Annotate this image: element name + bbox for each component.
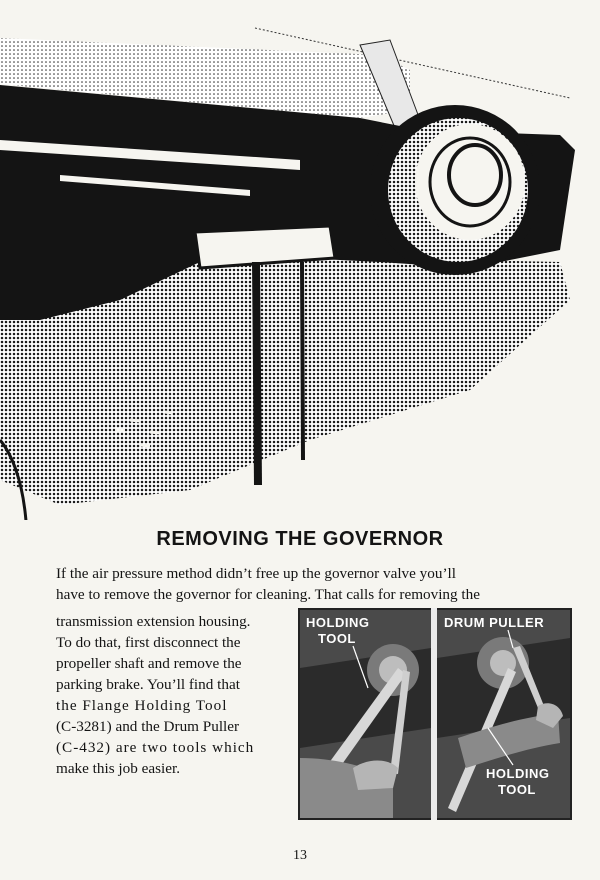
instructions-line: parking brake. You’ll find that — [56, 676, 240, 693]
photo-label-drum-puller: DRUM PULLER — [444, 615, 545, 630]
instructions-line: propeller shaft and remove the — [56, 655, 242, 672]
photo-label-holding-tool-right: TOOL — [498, 782, 536, 797]
intro-line: If the air pressure method didn’t free up the governor valve you’ll — [56, 565, 456, 582]
instructions-line: make this job easier. — [56, 760, 180, 777]
instructions-paragraph — [56, 611, 284, 779]
instructions-line: transmission extension housing. — [56, 613, 251, 630]
instructions-line: (C-3281) and the Drum Puller — [56, 718, 240, 735]
instructions-line: (C-432) are two tools which — [56, 739, 255, 756]
section-heading: REMOVING THE GOVERNOR — [156, 528, 444, 550]
photo-label-holding-tool-left: TOOL — [318, 631, 356, 646]
photo-label-holding-tool-right: HOLDING — [486, 766, 550, 781]
intro-line: have to remove the governor for cleaning. That calls for removing the — [56, 586, 480, 603]
photo-label-holding-tool-left: HOLDING — [306, 615, 370, 630]
page-number: 13 — [293, 848, 307, 863]
instructions-line: To do that, first disconnect the — [56, 634, 241, 651]
intro-paragraph — [56, 563, 572, 605]
instructions-line: the Flange Holding Tool — [56, 697, 228, 714]
tools-photo — [298, 608, 572, 820]
